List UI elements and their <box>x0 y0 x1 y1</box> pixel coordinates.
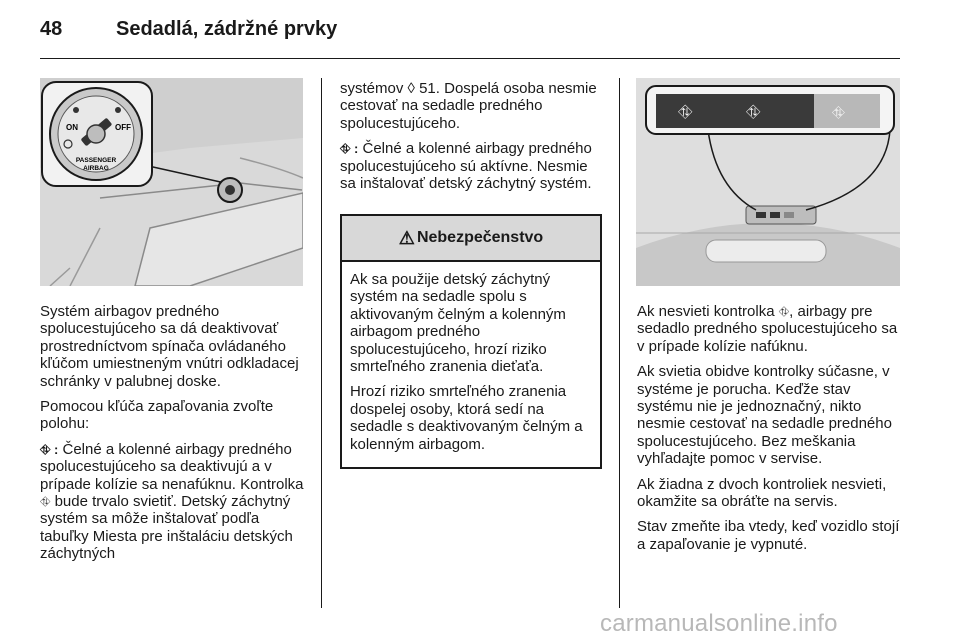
airbag-indicator-illustration <box>636 78 900 286</box>
paragraph: Pomocou kľúča zapaľovania zvoľte polohu: <box>40 398 274 433</box>
watermark: carmanualsonline.info <box>600 610 838 637</box>
page-title: Sedadlá, zádržné prvky <box>116 18 338 40</box>
switch-label-line1: PASSENGER <box>75 157 117 164</box>
airbag-off-icon: ⛗ : <box>40 441 59 457</box>
airbag-switch-illustration <box>40 78 303 286</box>
airbag-off-icon: ⛗ <box>40 494 51 510</box>
svg-text:⛗: ⛗ <box>746 102 761 123</box>
paragraph: Ak nesvieti kontrolka ⛗, airbagy pre sedadlo predného spolucestujúceho sa v prípade kolízie nafúknu. <box>637 303 898 355</box>
svg-text:⛗: ⛗ <box>678 102 693 123</box>
column-divider <box>619 78 620 608</box>
paragraph: Ak sa použije detský záchytný systém na sedadle spolu s aktivovaným čelným a kolenným airbagom predného spolucestujúceho, hrozí riziko smrteľného zranenia dieťaťa. <box>350 271 566 376</box>
paragraph: ⛗ : Čelné a kolenné airbagy predného spolucestujúceho sú aktívne. Nesmie sa inštalovať detský záchytný systém. <box>340 140 592 193</box>
switch-off-label: OFF <box>115 123 131 132</box>
paragraph: Systém airbagov predného spolucestujúceho sa dá deaktivovať prostredníctvom spínača ovládaného kľúčom umiestneným vnútri odkladacej schránky v palubnej doske. <box>40 303 299 390</box>
paragraph: Hrozí riziko smrteľného zranenia dospelej osoby, ktorá sedí na sedadle s deaktivovaným čelným a kolenným airbagom. <box>350 383 583 453</box>
danger-title: Nebezpečenstvo <box>416 229 544 246</box>
danger-body <box>342 262 600 467</box>
page-number: 48 <box>40 18 63 40</box>
danger-box <box>340 214 602 469</box>
paragraph: Ak svietia obidve kontrolky súčasne, v systéme je porucha. Keďže stav systému nie je jednoznačný, nikto nesmie cestovať na sedadle predného spolucestujúceho. Bez meškania vyhľadajte pomoc v servise. <box>637 363 892 468</box>
column-2 <box>340 80 602 200</box>
paragraph: Ak žiadna z dvoch kontroliek nesvieti, okamžite sa obráťte na servis. <box>637 475 887 511</box>
airbag-off-icon: ⛗ <box>778 304 790 319</box>
column-3 <box>637 303 905 561</box>
column-divider <box>321 78 322 608</box>
column-1 <box>40 303 308 571</box>
svg-text:⛗: ⛗ <box>832 103 845 122</box>
warning-icon: ⚠ <box>398 227 415 248</box>
paragraph: systémov ◊ 51. Dospelá osoba nesmie cestovať na sedadle predného spolucestujúceho. <box>340 80 597 132</box>
paragraph: ⛗ : Čelné a kolenné airbagy predného spolucestujúceho sa deaktivujú a v prípade kolízie sa nenafúknu. Kontrolka ⛗ bude trvalo svietiť. Detský záchytný systém sa môže inštalovať podľa tabuľky Miesta pre inštaláciu detských záchytných <box>40 440 304 563</box>
switch-on-label: ON <box>66 123 78 132</box>
switch-label-line2: AIRBAG <box>83 165 109 172</box>
airbag-on-icon: ⛗ : <box>340 141 359 157</box>
paragraph: Stav zmeňte iba vtedy, keď vozidlo stojí a zapaľovanie je vypnuté. <box>637 518 900 553</box>
header-rule <box>40 58 900 59</box>
danger-header <box>342 216 600 262</box>
